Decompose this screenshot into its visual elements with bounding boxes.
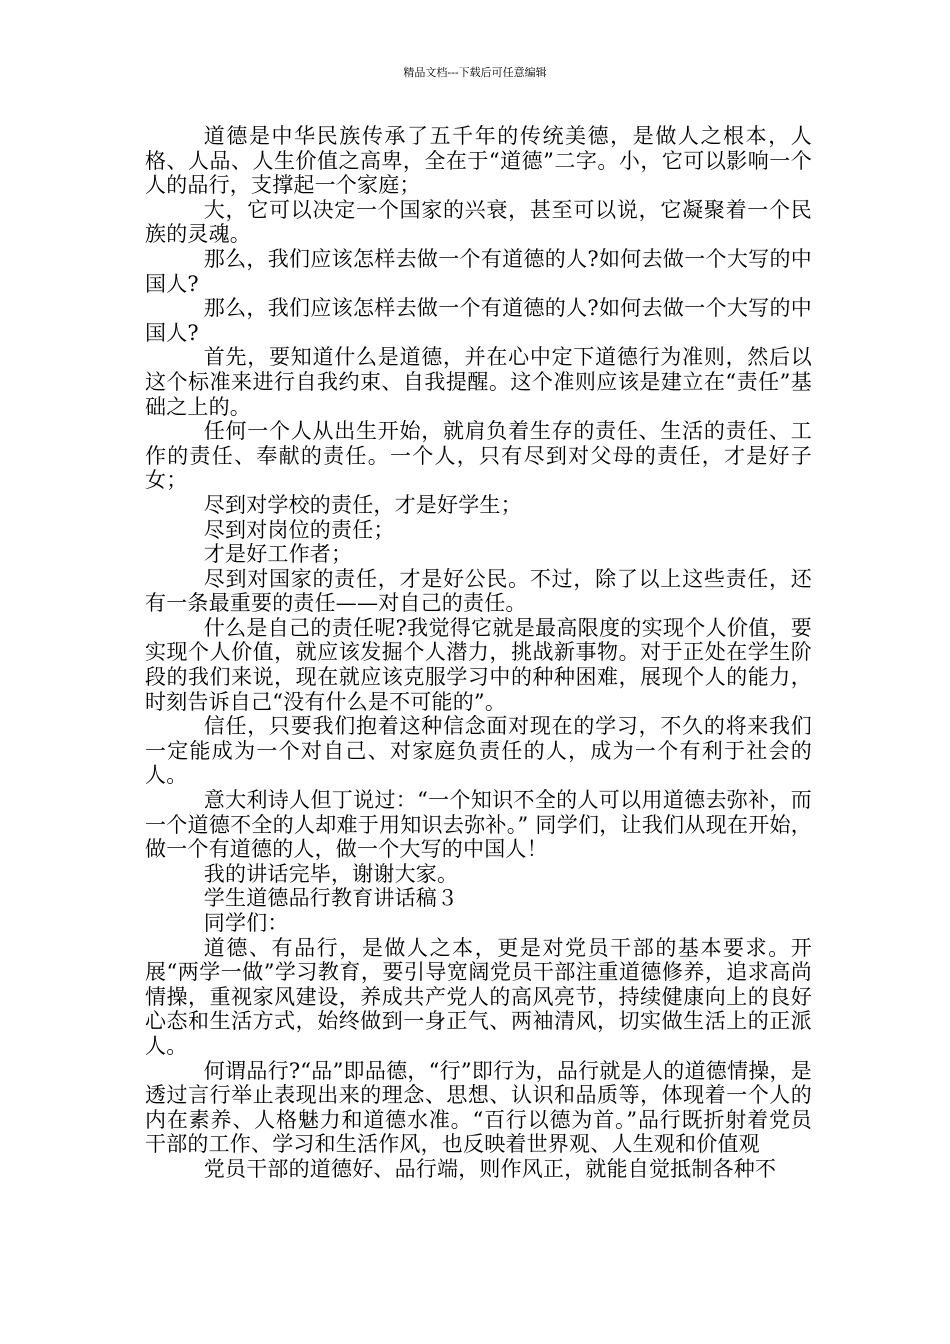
paragraph: 任何一个人从出生开始，就肩负着生存的责任、生活的责任、工作的责任、奉献的责任。一个人，只有尽到对父母的责任，才是好子女；	[145, 419, 812, 493]
paragraph: 意大利诗人但丁说过：“一个知识不全的人可以用道德去弥补，而一个道德不全的人却难于用知识去弥补。” 同学们，让我们从现在开始，做一个有道德的人，做一个大写的中国人！	[145, 788, 812, 862]
paragraph: 党员干部的道德好、品行端，则作风正，就能自觉抵制各种不	[203, 1156, 777, 1181]
paragraph: 道德、有品行，是做人之本，更是对党员干部的基本要求。开展“两学一做”学习教育，要引导宽阔党员干部注重道德修养，追求高尚情操，重视家风建设，养成共产党人的高风亮节，持续健康向上的良好心态和生活方式，始终做到一身正气、两袖清风，切实做生活上的正派人。	[145, 935, 812, 1058]
salutation: 同学们：	[203, 911, 289, 935]
paragraph: 尽到对学校的责任，才是好学生；	[203, 492, 522, 517]
document-body	[145, 124, 812, 1182]
paragraph: 那么，我们应该怎样去做一个有道德的人?如何去做一个大写的中国人?	[145, 296, 812, 345]
paragraph: 首先，要知道什么是道德，并在心中定下道德行为准则，然后以这个标准来进行自我约束、自我提醒。这个准则应该是建立在“责任”基础之上的。	[145, 345, 812, 419]
paragraph: 才是好工作者；	[203, 542, 353, 567]
paragraph: 何谓品行?“品”即品德，“行”即行为，品行就是人的道德情操，是透过言行举止表现出来的理念、思想、认识和品质等，体现着一个人的内在素养、人格魅力和道德水准。“百行以德为首。”品行既折射着党员干部的工作、学习和生活作风，也反映着世界观、人生观和价值观	[145, 1058, 812, 1157]
paragraph: 信任，只要我们抱着这种信念面对现在的学习，不久的将来我们一定能成为一个对自己、对家庭负责任的人，成为一个有利于社会的人。	[145, 714, 812, 788]
paragraph: 那么，我们应该怎样去做一个有道德的人?如何去做一个大写的中国人?	[145, 246, 812, 296]
paragraph: 大，它可以决定一个国家的兴衰，甚至可以说，它凝聚着一个民族的灵魂。	[145, 197, 812, 247]
paragraph: 道德是中华民族传承了五千年的传统美德，是做人之根本，人格、人品、人生价值之高卑，全在于“道德”二字。小，它可以影响一个人的品行，支撑起一个家庭；	[145, 124, 812, 198]
page-header: 精品文档---下载后可任意编辑	[403, 66, 547, 79]
paragraph: 我的讲话完毕，谢谢大家。	[203, 861, 459, 886]
paragraph: 什么是自己的责任呢?我觉得它就是最高限度的实现个人价值，要实现个人价值，就应该发掘个人潜力，挑战新事物。对于正处在学生阶段的我们来说，现在就应该克服学习中的种种困难，展现个人的能力，时刻告诉自己“没有什么是不可能的”。	[145, 615, 812, 714]
section-title: 学生道德品行教育讲话稿３	[203, 886, 459, 911]
paragraph: 尽到对国家的责任，才是好公民。不过，除了以上这些责任，还有一条最重要的责任——对自己的责任。	[145, 566, 812, 616]
paragraph: 尽到对岗位的责任；	[203, 517, 395, 542]
